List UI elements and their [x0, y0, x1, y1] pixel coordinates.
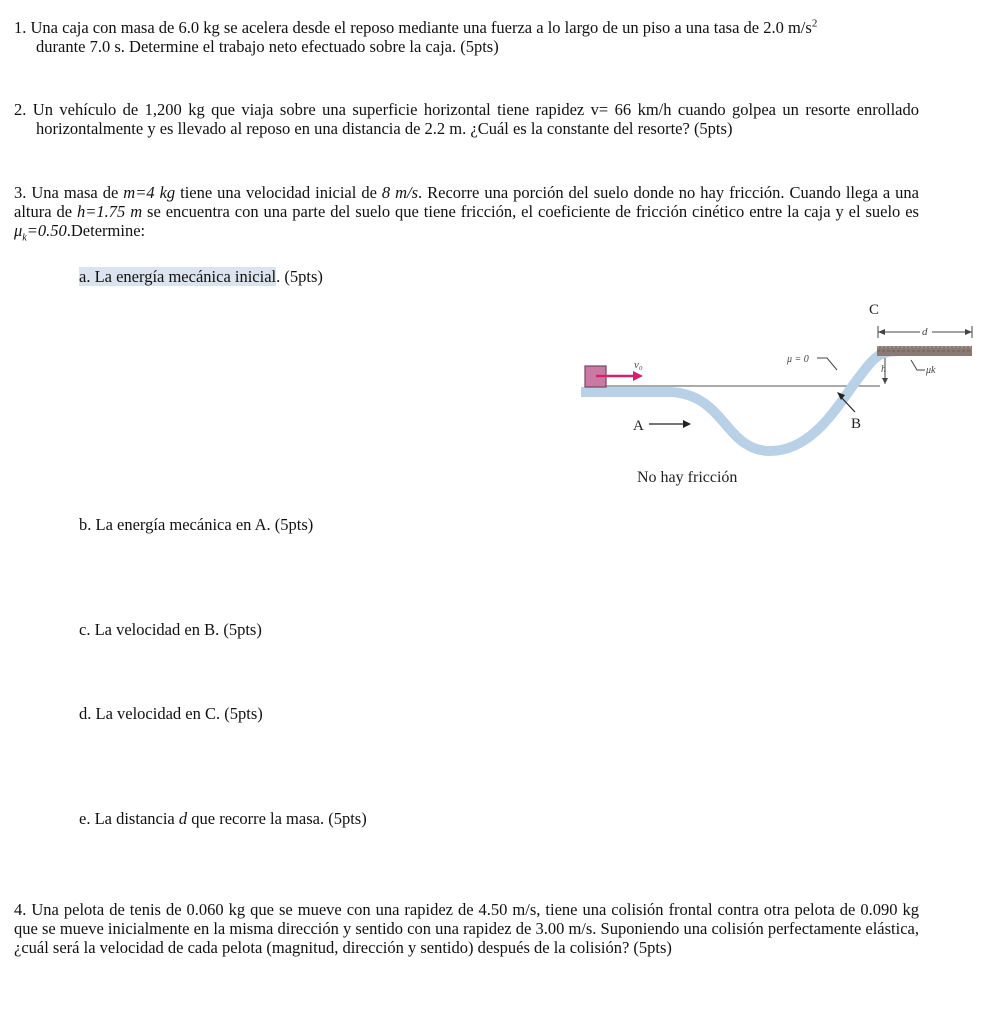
distance-d-label: d — [922, 326, 928, 338]
q3-mu-sub: k — [22, 232, 27, 244]
point-c-label: C — [869, 302, 880, 318]
figure-caption: No hay fricción — [637, 469, 738, 486]
q3-text-5: .Determine: — [66, 221, 146, 240]
question-2 — [14, 100, 919, 138]
mu-k-label: μk — [926, 365, 936, 376]
velocity-label: v₀ — [634, 359, 643, 371]
q3-part-a-points: . (5pts) — [276, 267, 323, 286]
exponent: 2 — [811, 17, 818, 30]
q3-part-b: b. La energía mecánica en A. (5pts) — [79, 515, 314, 534]
q3-mu: μ — [14, 221, 23, 240]
question-1-line-1 — [14, 18, 919, 37]
question-1-text: 1. Una caja con masa de 6.0 kg se acelera desde el reposo mediante una fuerza a lo largo de un piso a una tasa de 2.0 m/s — [14, 18, 812, 37]
q3-text-3: . Recorre una porción del suelo donde no hay fricción. Cuando llega a una altura de — [14, 183, 920, 221]
q3-part-c: c. La velocidad en B. (5pts) — [79, 620, 262, 639]
question-3 — [14, 183, 920, 244]
point-b-label: B — [851, 416, 862, 432]
q3-height: h=1.75 m — [77, 202, 143, 221]
question-4: 4. Una pelota de tenis de 0.060 kg que se mueve con una rapidez de 4.50 m/s, tiene una colisión frontal contra otra pelota de 0.090 kg que se mueve inicialmente en la misma dirección y sentido con una rapidez de 3.00 m/s. Suponiendo una colisión perfectamente elástica, ¿cuál será la velocidad de cada pelota (magnitud, dirección y sentido) después de la colisión? (5pts) — [14, 900, 919, 957]
q3-part-d: d. La velocidad en C. (5pts) — [79, 704, 263, 723]
track-diagram — [575, 296, 975, 491]
question-1 — [14, 18, 919, 56]
q3-mu-value: =0.50 — [26, 221, 67, 240]
q3-part-e-variable: d — [178, 809, 188, 828]
mu-zero-label: μ = 0 — [787, 354, 809, 365]
q3-mass: m=4 kg — [123, 183, 176, 202]
q3-part-a — [79, 267, 323, 286]
q3-text-2: tiene una velocidad inicial de — [175, 183, 382, 202]
q3-text-4: se encuentra con una parte del suelo que tiene fricción, el coeficiente de fricción cinético entre la caja y el suelo es — [142, 202, 919, 221]
question-2-text: 2. Un vehículo de 1,200 kg que viaja sobre una superficie horizontal tiene rapidez v= 66 km/h cuando golpea un resorte enrollado horizontalmente y es llevado al reposo en una distancia de 2.2 m. ¿Cuál es la constante del resorte? (5pts) — [14, 100, 919, 138]
height-h-label: h — [881, 364, 886, 375]
point-a-label: A — [633, 418, 644, 434]
q3-part-a-highlighted: a. La energía mecánica inicial — [79, 267, 277, 286]
q3-text-1: 3. Una masa de — [14, 183, 124, 202]
question-1-line-2: durante 7.0 s. Determine el trabajo neto efectuado sobre la caja. (5pts) — [36, 37, 499, 56]
q3-part-e: e. La distancia d que recorre la masa. (5pts) — [79, 809, 367, 828]
q3-velocity: 8 m/s — [381, 183, 419, 202]
